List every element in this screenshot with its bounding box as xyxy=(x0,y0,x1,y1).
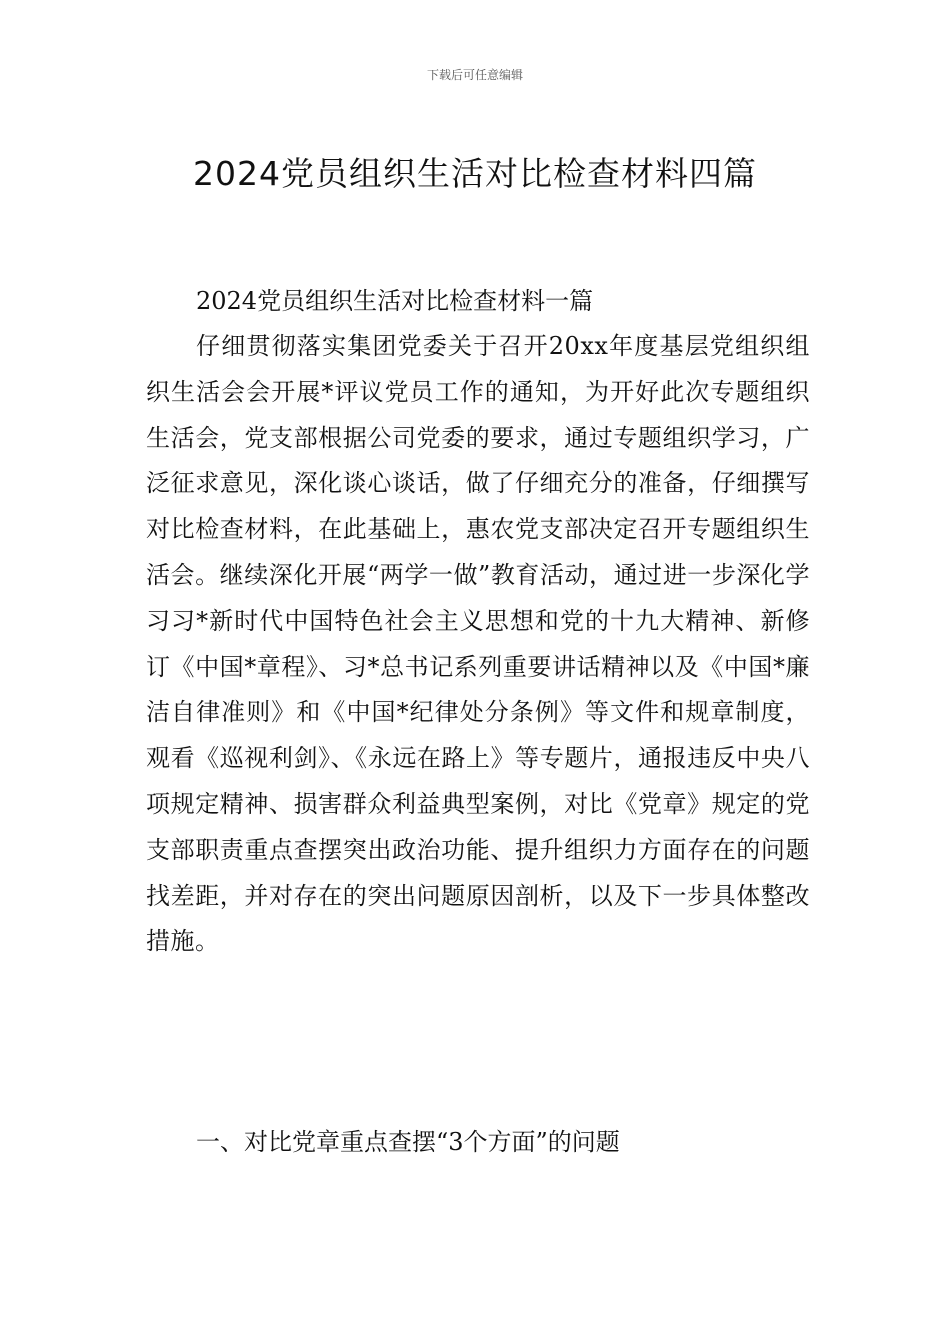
document-body xyxy=(146,282,810,965)
body-paragraph: 仔细贯彻落实集团党委关于召开20xx年度基层党组织组织生活会会开展*评议党员工作的通知，为开好此次专题组织生活会，党支部根据公司党委的要求，通过专题组织学习，广泛征求意见，深化谈心谈话，做了仔细充分的准备，仔细撰写对比检查材料，在此基础上，惠农党支部决定召开专题组织生活会。继续深化开展“两学一做”教育活动，通过进一步深化学习习*新时代中国特色社会主义思想和党的十九大精神、新修订《中国*章程》、习*总书记系列重要讲话精神以及《中国*廉洁自律准则》和《中国*纪律处分条例》等文件和规章制度，观看《巡视利剑》、《永远在路上》等专题片，通报违反中央八项规定精神、损害群众利益典型案例，对比《党章》规定的党支部职责重点查摆突出政治功能、提升组织力方面存在的问题找差距，并对存在的突出问题原因剖析，以及下一步具体整改措施。 xyxy=(146,332,810,956)
document-title: 2024党员组织生活对比检查材料四篇 xyxy=(193,154,757,194)
header-note: 下载后可任意编辑 xyxy=(426,68,523,82)
section-subtitle: 2024党员组织生活对比检查材料一篇 xyxy=(196,287,594,315)
section-heading: 一、对比党章重点查摆“3个方面”的问题 xyxy=(196,1128,620,1156)
